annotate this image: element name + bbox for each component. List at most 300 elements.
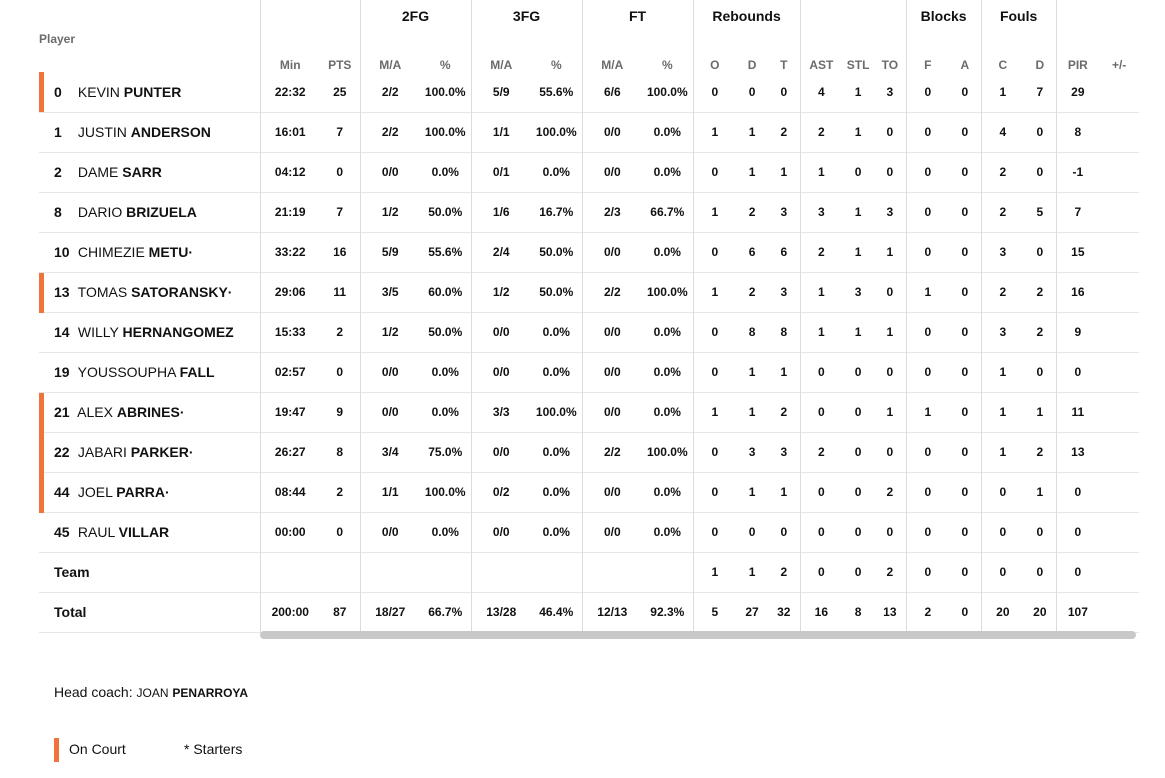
player-first-name[interactable]: KEVIN xyxy=(77,83,120,100)
col-header-2fg-ma[interactable]: M/A xyxy=(360,32,420,72)
stat-fg3-pct: 0.0% xyxy=(542,325,570,339)
stat-ft-pct: 0.0% xyxy=(653,165,681,179)
stat-fg2-ma: 0/0 xyxy=(360,392,420,432)
stat-foul-c: 0 xyxy=(981,552,1024,592)
stat-ast: 2 xyxy=(800,232,842,272)
stat-blk-f: 0 xyxy=(906,112,949,152)
stat-blk-a: 0 xyxy=(961,125,969,139)
col-header-reb-d[interactable]: D xyxy=(747,58,757,72)
col-header-reb-t[interactable]: T xyxy=(780,58,788,72)
stat-ft-pct xyxy=(642,552,693,592)
stat-min: 29:06 xyxy=(260,272,320,312)
stat-ft-pct: 0.0% xyxy=(653,245,681,259)
player-first-name[interactable]: JOEL xyxy=(77,484,113,500)
stat-blk-a: 0 xyxy=(961,205,969,219)
stat-pm xyxy=(1099,352,1139,392)
col-header-3fg-ma[interactable]: M/A xyxy=(471,32,531,72)
stat-ast: 4 xyxy=(800,72,842,112)
stat-pm xyxy=(1099,112,1139,152)
stat-pm xyxy=(1099,592,1139,632)
stat-reb-t: 8 xyxy=(780,325,788,339)
stat-pts: 0 xyxy=(336,365,344,379)
stat-ast: 16 xyxy=(800,592,842,632)
player-jersey: 44 xyxy=(54,484,70,500)
stat-fg3-ma: 1/1 xyxy=(471,112,531,152)
stat-reb-t: 2 xyxy=(780,125,788,139)
player-jersey: 22 xyxy=(54,444,70,460)
stat-stl: 0 xyxy=(854,165,862,179)
player-first-name[interactable]: JABARI xyxy=(77,444,127,460)
stat-pts: 9 xyxy=(336,405,344,419)
stat-pts: 7 xyxy=(336,205,344,219)
stat-ast: 1 xyxy=(800,152,842,192)
stat-reb-o: 0 xyxy=(693,432,736,472)
stat-fg3-pct: 16.7% xyxy=(539,205,574,219)
stat-ft-pct: 66.7% xyxy=(650,205,685,219)
stat-foul-d: 2 xyxy=(1036,325,1044,339)
player-cell[interactable] xyxy=(39,112,260,152)
col-header-blk-f[interactable]: F xyxy=(906,32,949,72)
stat-reb-d: 1 xyxy=(748,565,756,579)
stat-ft-ma: 0/0 xyxy=(582,472,642,512)
stat-stl: 1 xyxy=(854,205,862,219)
stat-reb-t: 3 xyxy=(780,445,788,459)
legend-on-court: On Court xyxy=(69,741,126,757)
stat-foul-d: 2 xyxy=(1036,285,1044,299)
player-first-name[interactable]: DAME xyxy=(77,164,119,180)
stat-ft-pct: 0.0% xyxy=(653,405,681,419)
stat-foul-d: 7 xyxy=(1036,84,1044,99)
player-last-name[interactable]: SATORANSKY xyxy=(131,284,228,300)
stat-foul-c: 2 xyxy=(981,152,1024,192)
stat-fg3-ma: 0/0 xyxy=(471,512,531,552)
player-last-name[interactable]: BRIZUELA xyxy=(126,204,197,220)
stat-pir: 8 xyxy=(1056,112,1099,152)
player-last-name[interactable]: PARKER xyxy=(130,444,189,460)
stat-ft-ma: 0/0 xyxy=(582,512,642,552)
stat-fg3-ma: 2/4 xyxy=(471,232,531,272)
col-header-pts[interactable]: PTS xyxy=(328,58,352,72)
stat-stl: 1 xyxy=(854,125,862,139)
stat-foul-c: 0 xyxy=(981,512,1024,552)
stat-fg2-pct: 100.0% xyxy=(424,125,466,139)
player-cell[interactable] xyxy=(39,192,260,232)
player-row[interactable] xyxy=(39,472,1139,512)
stat-blk-f: 1 xyxy=(906,272,949,312)
stat-fg2-pct: 0.0% xyxy=(431,165,459,179)
player-last-name[interactable]: FALL xyxy=(179,364,215,380)
stat-blk-f: 0 xyxy=(906,152,949,192)
player-cell[interactable] xyxy=(39,152,260,192)
player-first-name[interactable]: JUSTIN xyxy=(77,124,127,140)
stat-blk-a: 0 xyxy=(961,405,969,419)
player-jersey: 19 xyxy=(54,364,70,380)
stat-foul-d: 5 xyxy=(1036,205,1044,219)
stat-pts: 0 xyxy=(336,525,344,539)
stat-pir: 107 xyxy=(1056,592,1099,632)
starter-mark: · xyxy=(188,244,194,260)
stat-blk-f: 2 xyxy=(906,592,949,632)
stat-min: 15:33 xyxy=(260,312,320,352)
stat-ft-pct: 100.0% xyxy=(646,445,688,459)
group-spacer-ast xyxy=(800,0,906,32)
stat-min: 08:44 xyxy=(260,472,320,512)
col-header-blk-a[interactable]: A xyxy=(960,58,970,72)
player-first-name[interactable]: ALEX xyxy=(77,404,113,420)
stat-foul-d: 2 xyxy=(1036,445,1044,459)
stat-fg2-ma: 1/2 xyxy=(360,312,420,352)
stat-pm xyxy=(1099,192,1139,232)
stat-blk-a: 0 xyxy=(961,325,969,339)
stat-foul-c: 1 xyxy=(981,352,1024,392)
col-header-3fg-pct[interactable]: % xyxy=(550,58,562,72)
col-header-2fg-pct[interactable]: % xyxy=(439,58,451,72)
stat-pir: 0 xyxy=(1056,472,1099,512)
player-last-name[interactable]: METU xyxy=(148,244,189,260)
stat-foul-c: 3 xyxy=(981,232,1024,272)
group-rebounds: Rebounds xyxy=(693,0,800,32)
stat-ft-ma: 6/6 xyxy=(582,72,642,112)
stat-reb-t: 1 xyxy=(780,165,788,179)
on-court-indicator-icon xyxy=(54,738,59,762)
player-row[interactable] xyxy=(39,112,1139,152)
stat-fg3-ma: 3/3 xyxy=(471,392,531,432)
stat-ast: 0 xyxy=(800,472,842,512)
col-header-ft-pct[interactable]: % xyxy=(661,58,673,72)
stat-blk-f: 0 xyxy=(906,232,949,272)
on-court-indicator-icon xyxy=(39,433,44,473)
stat-ast: 0 xyxy=(800,552,842,592)
player-first-name[interactable]: TOMAS xyxy=(77,284,128,300)
stat-pir: 11 xyxy=(1056,392,1099,432)
stat-foul-d: 0 xyxy=(1036,525,1044,539)
stat-reb-d: 0 xyxy=(748,84,756,99)
player-last-name[interactable]: ANDERSON xyxy=(130,124,211,140)
stat-to: 3 xyxy=(886,84,894,99)
player-first-name[interactable]: DARIO xyxy=(77,204,123,220)
player-first-name[interactable]: YOUSSOUPHA xyxy=(77,364,176,380)
stat-fg2-ma: 1/2 xyxy=(360,192,420,232)
stat-ft-pct: 0.0% xyxy=(653,365,681,379)
stat-fg2-pct: 75.0% xyxy=(428,445,463,459)
stat-ast: 3 xyxy=(800,192,842,232)
col-header-ft-ma[interactable]: M/A xyxy=(582,32,642,72)
player-row[interactable] xyxy=(39,272,1139,312)
stat-fg3-ma: 13/28 xyxy=(471,592,531,632)
stat-reb-t: 2 xyxy=(780,565,788,579)
stat-reb-d: 0 xyxy=(748,525,756,539)
stat-to: 13 xyxy=(883,605,897,619)
stat-reb-d: 1 xyxy=(748,365,756,379)
stat-ft-pct: 0.0% xyxy=(653,525,681,539)
on-court-indicator-icon xyxy=(39,473,44,513)
stat-reb-d: 6 xyxy=(748,245,756,259)
stat-reb-t: 0 xyxy=(780,84,788,99)
stat-foul-c: 3 xyxy=(981,312,1024,352)
stat-blk-a: 0 xyxy=(961,245,969,259)
col-header-ast[interactable]: AST xyxy=(800,32,842,72)
player-cell[interactable] xyxy=(39,232,260,272)
boxscore-table xyxy=(39,0,1139,633)
stat-fg2-ma: 2/2 xyxy=(360,72,420,112)
stat-min: 26:27 xyxy=(260,432,320,472)
player-jersey: 8 xyxy=(54,204,62,220)
stat-reb-t: 0 xyxy=(780,525,788,539)
stat-pir: 0 xyxy=(1056,512,1099,552)
stat-reb-o: 5 xyxy=(693,592,736,632)
stat-reb-d: 27 xyxy=(745,605,759,619)
player-row[interactable] xyxy=(39,392,1139,432)
stat-reb-t: 32 xyxy=(777,605,791,619)
stat-blk-f: 0 xyxy=(906,72,949,112)
group-2fg: 2FG xyxy=(360,0,471,32)
player-first-name[interactable]: WILLY xyxy=(77,324,119,340)
stat-reb-d: 1 xyxy=(748,165,756,179)
stat-pts: 8 xyxy=(336,445,344,459)
stat-stl: 1 xyxy=(854,325,862,339)
player-row[interactable] xyxy=(39,512,1139,552)
head-coach xyxy=(54,684,248,700)
stat-pir: 29 xyxy=(1056,72,1099,112)
stat-to: 1 xyxy=(886,405,894,419)
stat-fg2-ma: 0/0 xyxy=(360,512,420,552)
stat-fg3-ma: 1/2 xyxy=(471,272,531,312)
stat-blk-a: 0 xyxy=(961,84,969,99)
stat-fg2-pct: 0.0% xyxy=(431,365,459,379)
stat-ft-pct: 92.3% xyxy=(650,605,685,619)
stat-ast: 1 xyxy=(800,312,842,352)
player-last-name[interactable]: HERNANGOMEZ xyxy=(122,324,234,340)
col-header-min[interactable]: Min xyxy=(260,32,320,72)
horizontal-scrollbar[interactable] xyxy=(260,631,1136,639)
stat-pir: 15 xyxy=(1056,232,1099,272)
stat-pm xyxy=(1099,392,1139,432)
stat-ft-pct: 0.0% xyxy=(653,325,681,339)
stat-min: 00:00 xyxy=(260,512,320,552)
col-header-pir[interactable]: PIR xyxy=(1056,32,1099,72)
player-last-name[interactable]: VILLAR xyxy=(118,524,170,540)
stat-pir: 0 xyxy=(1056,352,1099,392)
stat-fg2-ma: 2/2 xyxy=(360,112,420,152)
stat-fg3-pct xyxy=(531,552,582,592)
stat-pm xyxy=(1099,72,1139,112)
stat-reb-t: 6 xyxy=(780,245,788,259)
stat-ft-pct: 0.0% xyxy=(653,125,681,139)
stat-ft-ma: 0/0 xyxy=(582,312,642,352)
stat-stl: 0 xyxy=(854,445,862,459)
stat-ft-ma: 0/0 xyxy=(582,392,642,432)
stat-blk-f: 0 xyxy=(906,352,949,392)
player-last-name[interactable]: PARRA xyxy=(116,484,166,500)
stat-reb-d: 3 xyxy=(748,445,756,459)
stat-blk-f: 0 xyxy=(906,192,949,232)
player-row[interactable] xyxy=(39,352,1139,392)
stat-foul-d: 1 xyxy=(1036,485,1044,499)
stat-pm xyxy=(1099,472,1139,512)
stat-pm xyxy=(1099,312,1139,352)
stat-stl: 0 xyxy=(854,565,862,579)
stat-foul-d: 20 xyxy=(1033,605,1047,619)
stat-fg2-ma: 5/9 xyxy=(360,232,420,272)
stat-fg2-ma: 0/0 xyxy=(360,352,420,392)
stat-pm xyxy=(1099,272,1139,312)
stat-to: 2 xyxy=(886,485,894,499)
stat-reb-t: 2 xyxy=(780,405,788,419)
player-last-name[interactable]: SARR xyxy=(122,164,162,180)
group-3fg: 3FG xyxy=(471,0,582,32)
stat-reb-o: 0 xyxy=(693,152,736,192)
stat-ft-ma: 0/0 xyxy=(582,112,642,152)
stat-blk-a: 0 xyxy=(961,285,969,299)
stat-fg2-pct: 50.0% xyxy=(428,205,463,219)
stat-pir: 7 xyxy=(1056,192,1099,232)
stat-blk-a: 0 xyxy=(961,525,969,539)
stat-fg3-ma: 0/0 xyxy=(471,352,531,392)
col-header-foul-c[interactable]: C xyxy=(981,32,1024,72)
player-row[interactable] xyxy=(39,152,1139,192)
stat-min: 33:22 xyxy=(260,232,320,272)
col-header-foul-d[interactable]: D xyxy=(1035,58,1045,72)
player-first-name[interactable]: RAUL xyxy=(77,524,115,540)
stat-fg2-pct: 0.0% xyxy=(431,405,459,419)
player-row[interactable] xyxy=(39,192,1139,232)
stat-fg3-pct: 100.0% xyxy=(535,405,577,419)
stat-fg3-pct: 0.0% xyxy=(542,525,570,539)
stat-fg3-ma: 0/0 xyxy=(471,432,531,472)
stat-reb-t: 1 xyxy=(780,485,788,499)
group-fouls: Fouls xyxy=(981,0,1056,32)
player-jersey: 14 xyxy=(54,324,70,340)
stat-fg2-ma xyxy=(360,552,420,592)
player-cell[interactable] xyxy=(39,432,260,472)
stat-ft-pct: 0.0% xyxy=(653,485,681,499)
stat-min: 04:12 xyxy=(260,152,320,192)
stat-ft-ma: 2/2 xyxy=(582,272,642,312)
player-jersey: 0 xyxy=(54,83,62,100)
stat-fg3-pct: 46.4% xyxy=(539,605,574,619)
stat-pm xyxy=(1099,552,1139,592)
starter-mark: · xyxy=(227,284,233,300)
starter-mark: · xyxy=(188,444,194,460)
stat-to: 0 xyxy=(886,125,894,139)
stat-pts: 11 xyxy=(333,285,347,299)
stat-reb-t: 3 xyxy=(780,205,788,219)
player-last-name[interactable]: PUNTER xyxy=(123,83,182,100)
stat-fg2-pct: 60.0% xyxy=(428,285,463,299)
stat-foul-c: 2 xyxy=(981,192,1024,232)
stat-ft-ma: 2/2 xyxy=(582,432,642,472)
col-header-reb-o[interactable]: O xyxy=(693,32,736,72)
stat-min: 200:00 xyxy=(260,592,320,632)
stat-pts: 25 xyxy=(333,84,347,99)
total-label: Total xyxy=(54,604,87,620)
stat-pir: 13 xyxy=(1056,432,1099,472)
stat-foul-d: 0 xyxy=(1036,245,1044,259)
col-header-player[interactable]: Player xyxy=(39,32,76,46)
col-header-to[interactable]: TO xyxy=(881,58,899,72)
stat-to: 2 xyxy=(886,565,894,579)
stat-min: 16:01 xyxy=(260,112,320,152)
player-row[interactable] xyxy=(39,72,1139,112)
player-cell[interactable] xyxy=(39,472,260,512)
head-coach-last-name: PENARROYA xyxy=(172,686,248,700)
player-cell[interactable] xyxy=(39,72,260,112)
stat-to: 0 xyxy=(886,165,894,179)
group-blocks: Blocks xyxy=(906,0,981,32)
stat-fg2-pct: 0.0% xyxy=(431,525,459,539)
stat-stl: 8 xyxy=(854,605,862,619)
player-cell[interactable] xyxy=(39,512,260,552)
player-row[interactable] xyxy=(39,232,1139,272)
player-cell[interactable] xyxy=(39,272,260,312)
stat-foul-d: 0 xyxy=(1036,365,1044,379)
player-row[interactable] xyxy=(39,312,1139,352)
stat-fg2-pct: 66.7% xyxy=(428,605,463,619)
group-spacer-min xyxy=(260,0,360,32)
player-row[interactable] xyxy=(39,432,1139,472)
col-header-plus-minus[interactable]: +/- xyxy=(1111,58,1127,72)
player-last-name[interactable]: ABRINES xyxy=(116,404,180,420)
stat-ft-ma xyxy=(582,552,642,592)
player-jersey: 2 xyxy=(54,164,62,180)
stat-pts xyxy=(320,552,360,592)
stat-reb-t: 1 xyxy=(780,365,788,379)
stat-ft-ma: 0/0 xyxy=(582,352,642,392)
stat-pm xyxy=(1099,152,1139,192)
stat-reb-t: 3 xyxy=(780,285,788,299)
stat-foul-c: 1 xyxy=(981,392,1024,432)
on-court-indicator-icon xyxy=(39,393,44,433)
stat-foul-c: 0 xyxy=(981,472,1024,512)
stat-reb-d: 1 xyxy=(748,485,756,499)
stat-reb-o: 1 xyxy=(693,392,736,432)
stat-to: 0 xyxy=(886,365,894,379)
player-cell[interactable] xyxy=(39,392,260,432)
stat-ft-ma: 12/13 xyxy=(582,592,642,632)
stat-blk-a: 0 xyxy=(961,165,969,179)
stat-fg3-pct: 50.0% xyxy=(539,285,574,299)
stat-stl: 0 xyxy=(854,405,862,419)
col-header-stl[interactable]: STL xyxy=(846,58,870,72)
stat-foul-c: 20 xyxy=(981,592,1024,632)
player-cell[interactable] xyxy=(39,352,260,392)
on-court-indicator-icon xyxy=(39,273,44,313)
stat-fg3-pct: 100.0% xyxy=(535,125,577,139)
stat-foul-d: 0 xyxy=(1036,125,1044,139)
stat-fg3-ma xyxy=(471,552,531,592)
stat-reb-d: 2 xyxy=(748,285,756,299)
stat-fg3-pct: 0.0% xyxy=(542,485,570,499)
stat-blk-a: 0 xyxy=(961,485,969,499)
stat-stl: 3 xyxy=(854,285,862,299)
player-cell[interactable] xyxy=(39,312,260,352)
stat-fg3-ma: 0/2 xyxy=(471,472,531,512)
player-jersey: 21 xyxy=(54,404,70,420)
stat-min: 21:19 xyxy=(260,192,320,232)
stat-fg2-ma: 1/1 xyxy=(360,472,420,512)
on-court-indicator-icon xyxy=(39,72,44,112)
stat-reb-o: 0 xyxy=(693,512,736,552)
stat-pir: 9 xyxy=(1056,312,1099,352)
player-first-name[interactable]: CHIMEZIE xyxy=(77,244,145,260)
group-spacer xyxy=(39,0,260,32)
stat-to: 0 xyxy=(886,445,894,459)
stat-pm xyxy=(1099,512,1139,552)
stat-stl: 1 xyxy=(854,245,862,259)
stat-ast: 2 xyxy=(800,112,842,152)
stat-pir: 0 xyxy=(1056,552,1099,592)
starter-mark: · xyxy=(179,404,185,420)
